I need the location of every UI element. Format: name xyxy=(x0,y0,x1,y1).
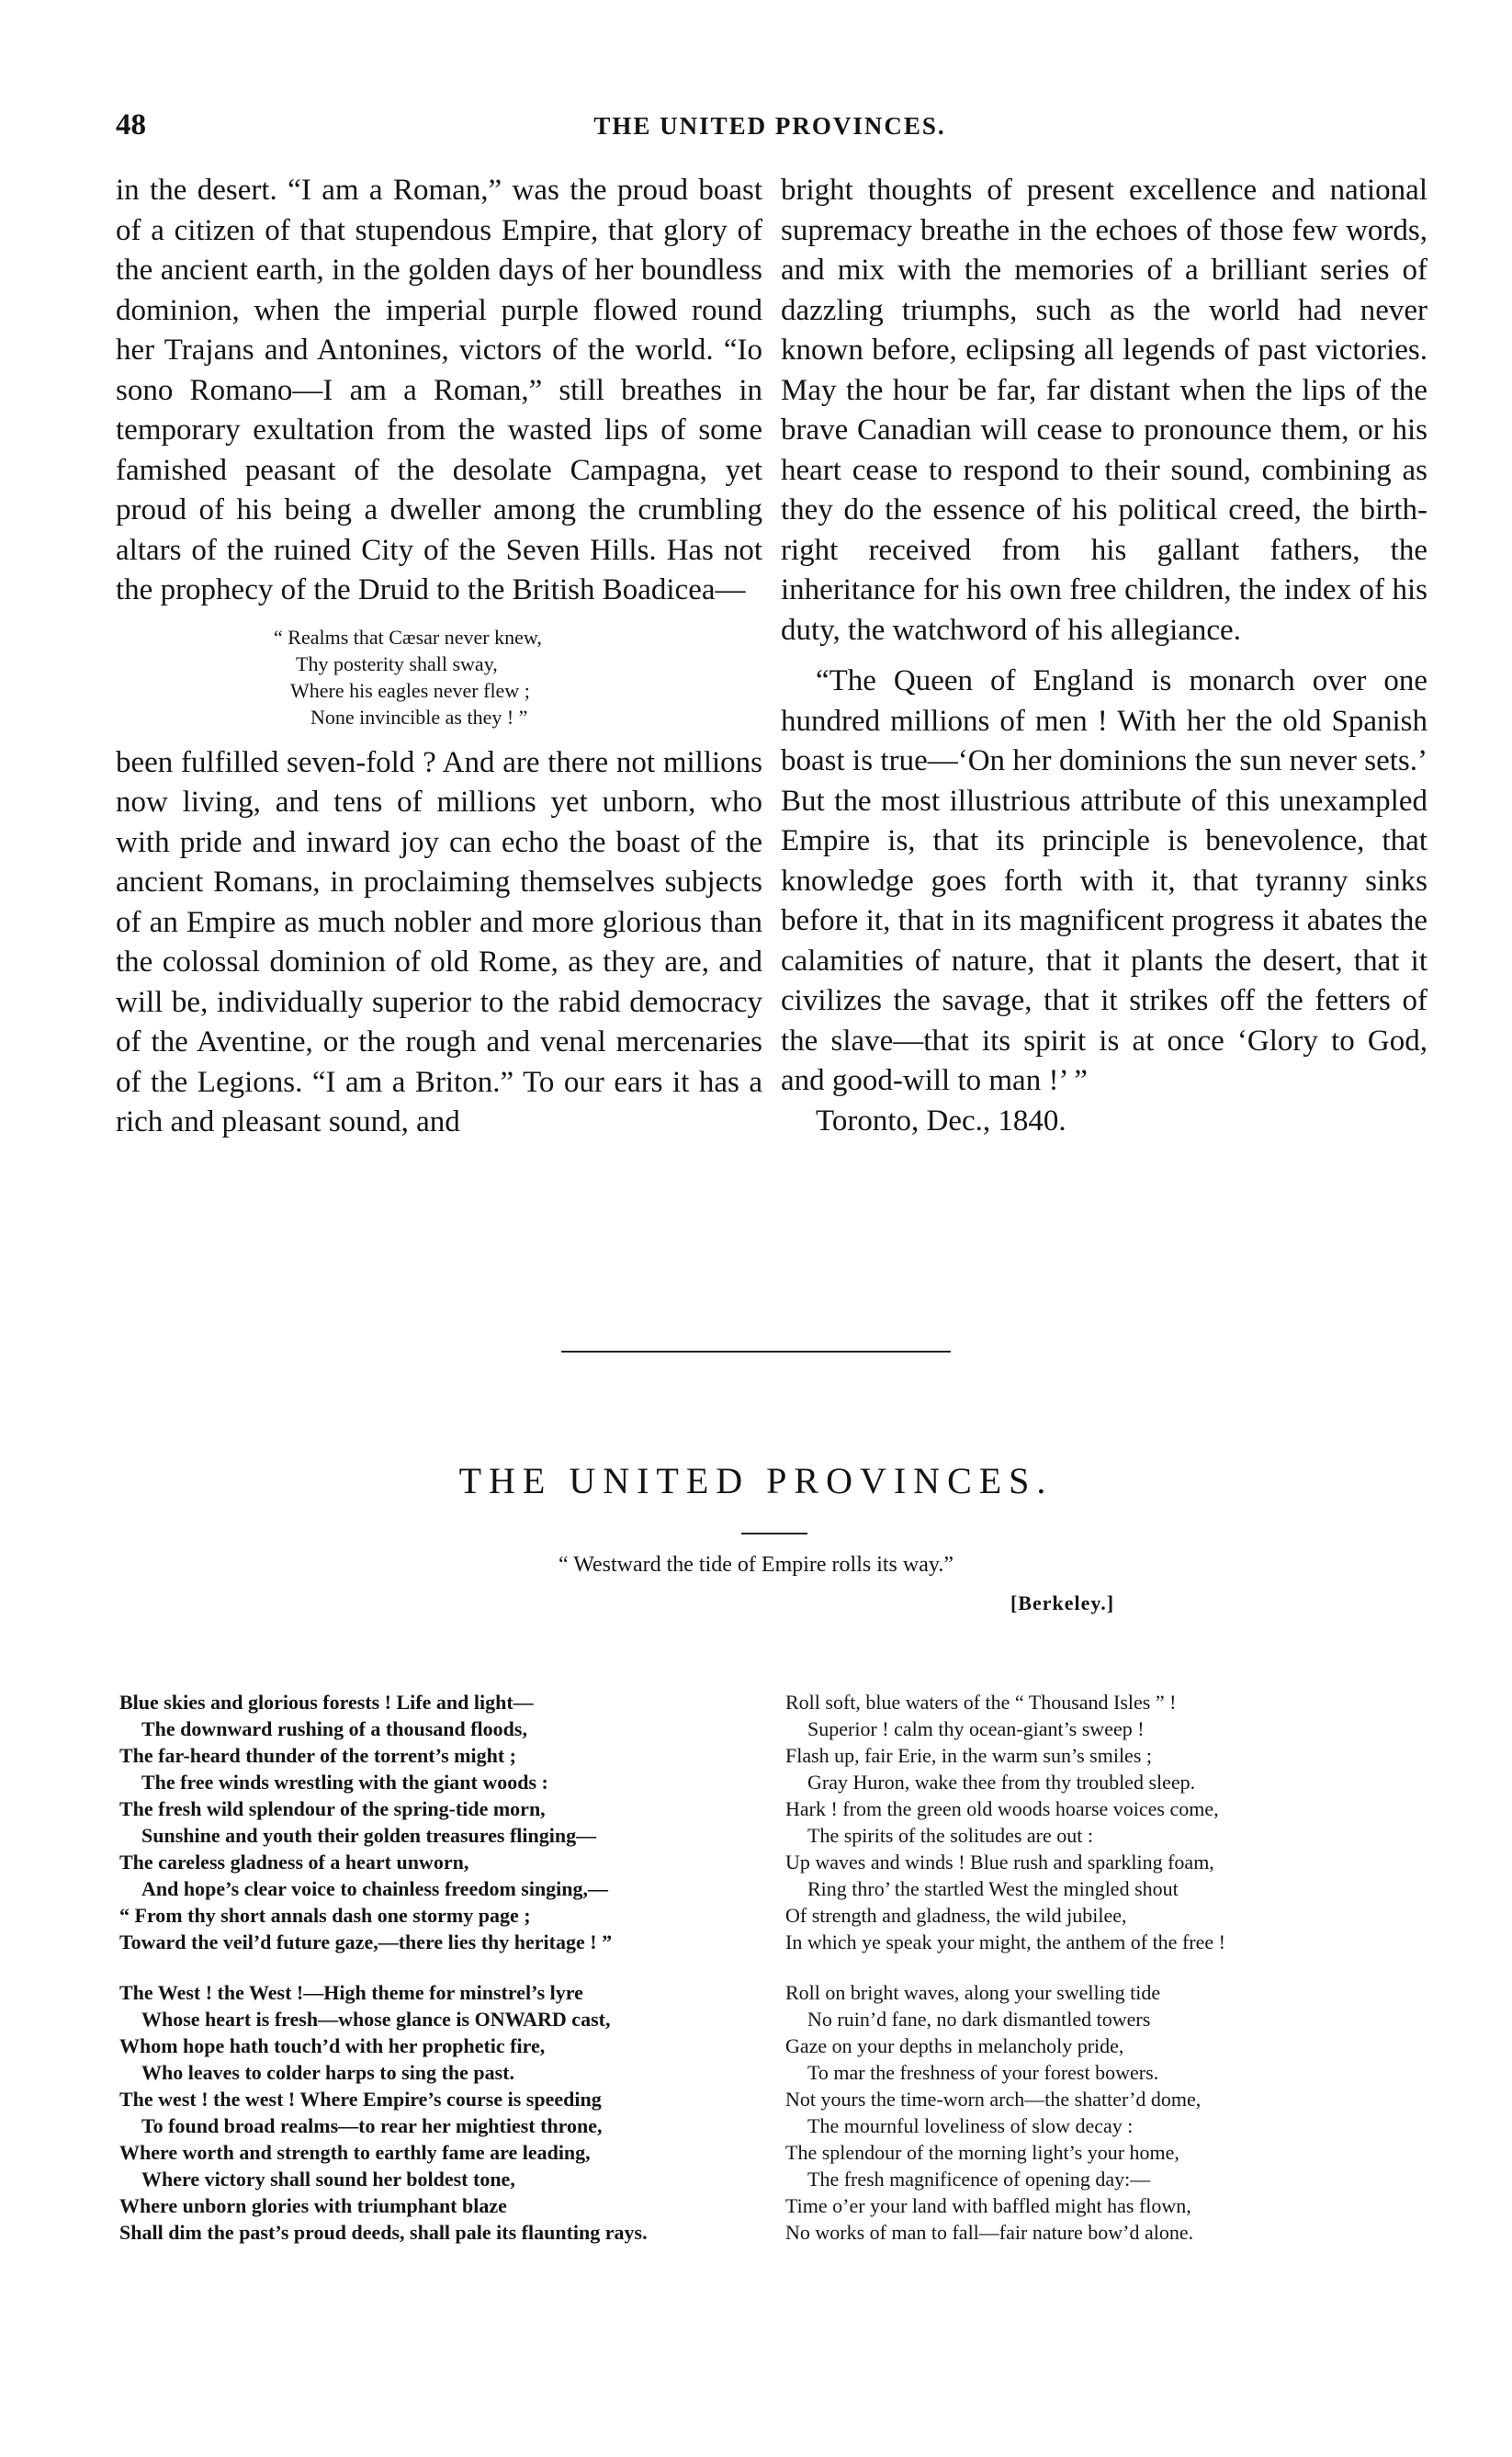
essay-right-column xyxy=(781,171,1427,1141)
poem-line: Superior ! calm thy ocean-giant’s sweep ! xyxy=(807,1717,1145,1740)
poem-line: The west ! the west ! Where Empire’s course is speeding xyxy=(119,2088,602,2111)
poem-line: Who leaves to colder harps to sing the past. xyxy=(141,2061,514,2084)
poem-right-column xyxy=(785,1689,1428,2270)
section-divider xyxy=(561,1351,951,1353)
poem-line: Shall dim the past’s proud deeds, shall pale its flaunting rays. xyxy=(119,2221,648,2244)
poem-line: Of strength and gladness, the wild jubilee, xyxy=(785,1904,1127,1927)
poem-line: Where victory shall sound her boldest tone, xyxy=(141,2168,515,2191)
poem-line: The fresh magnificence of opening day:— xyxy=(807,2168,1151,2191)
poem-line: Toward the veil’d future gaze,—there lies thy heritage ! ” xyxy=(119,1930,613,1953)
poem-line: The fresh wild splendour of the spring-tide morn, xyxy=(119,1797,546,1820)
poem-epigraph: “ Westward the tide of Empire rolls its way.” xyxy=(559,1553,953,1577)
page-header xyxy=(116,108,1424,154)
essay-signoff: Toronto, Dec., 1840. xyxy=(816,1104,1066,1138)
poem-line: Gray Huron, wake thee from thy troubled sleep. xyxy=(807,1771,1196,1794)
poem-line: The spirits of the solitudes are out : xyxy=(807,1824,1093,1847)
poem-line: Gaze on your depths in melancholy pride, xyxy=(785,2034,1124,2057)
verse-line: None invincible as they ! ” xyxy=(310,705,528,729)
poem-line: Whom hope hath touch’d with her prophetic fire, xyxy=(119,2034,546,2057)
poem-line: To mar the freshness of your forest bowers. xyxy=(807,2061,1159,2084)
quoted-verse xyxy=(116,624,762,730)
poem-stanza xyxy=(785,1979,1428,2246)
essay-left-column xyxy=(116,171,762,1143)
poem-line: Up waves and winds ! Blue rush and sparkling foam, xyxy=(785,1851,1214,1874)
poem-line: The downward rushing of a thousand floods, xyxy=(141,1717,527,1740)
poem-line: The free winds wrestling with the giant woods : xyxy=(141,1771,548,1794)
poem-line: The mournful loveliness of slow decay : xyxy=(807,2114,1134,2137)
essay-paragraph: been fulfilled seven-fold ? And are there not millions now living, and tens of millions yet unborn, who with pride and inward joy can echo the boast of the ancient Romans, in proclaiming themselves subjects of an Empire as much nobler and more glorious than the colossal dominion of old Rome, as they are, and will be, individually superior to the rabid democracy of the Aventine, or the rough and venal mercenaries of the Legions. “I am a Briton.” To our ears it has a rich and pleasant sound, and xyxy=(116,745,762,1138)
poem-line: Hark ! from the green old woods hoarse voices come, xyxy=(785,1797,1219,1820)
title-rule xyxy=(741,1533,807,1534)
poem-line: The far-heard thunder of the torrent’s might ; xyxy=(119,1744,517,1767)
poem-line: Blue skies and glorious forests ! Life and light— xyxy=(119,1691,534,1714)
poem-stanza xyxy=(119,1689,762,1955)
essay-paragraph: “The Queen of England is monarch over one hundred millions of men ! With her the old Spanish boast is true—‘On her dominions the sun never sets.’ But the most illustrious attribute of this unexampled Empire is, that its principle is benevolence, that knowledge goes forth with it, that tyranny sinks before it, that in its magnificent progress it abates the calamities of nature, that it plants the desert, that it civilizes the savage, that it strikes off the fetters of the slave—that its spirit is at once ‘Glory to God, and good-will to man !’ ” xyxy=(781,664,1427,1097)
poem-line: Where unborn glories with triumphant blaze xyxy=(119,2194,507,2217)
page-number: 48 xyxy=(116,108,146,142)
poem-line: Where worth and strength to earthly fame are leading, xyxy=(119,2141,591,2164)
poem-line: No works of man to fall—fair nature bow’d alone. xyxy=(785,2221,1194,2244)
poem-line: The splendour of the morning light’s your home, xyxy=(785,2141,1179,2164)
poem-line: Roll soft, blue waters of the “ Thousand Isles ” ! xyxy=(785,1691,1177,1714)
poem-line: Time o’er your land with baffled might has flown, xyxy=(785,2194,1191,2217)
poem-line: Flash up, fair Erie, in the warm sun’s smiles ; xyxy=(785,1744,1152,1767)
poem-line: Not yours the time-worn arch—the shatter’d dome, xyxy=(785,2088,1202,2111)
verse-line: “ Realms that Cæsar never knew, xyxy=(274,625,542,649)
poem-line: Whose heart is fresh—whose glance is ONWARD cast, xyxy=(141,2008,611,2031)
poem-line: “ From thy short annals dash one stormy page ; xyxy=(119,1904,531,1927)
poem-line: And hope’s clear voice to chainless freedom singing,— xyxy=(141,1877,609,1900)
poem-stanza xyxy=(119,1979,762,2246)
poem-line: No ruin’d fane, no dark dismantled towers xyxy=(807,2008,1151,2031)
epigraph-source: [Berkeley.] xyxy=(1010,1591,1115,1614)
poem-title: THE UNITED PROVINCES. xyxy=(458,1460,1054,1501)
poem-line: To found broad realms—to rear her mightiest throne, xyxy=(141,2114,603,2137)
poem-stanza xyxy=(785,1689,1428,1955)
poem-line: Ring thro’ the startled West the mingled shout xyxy=(807,1877,1179,1900)
poem-line: In which ye speak your might, the anthem of the free ! xyxy=(785,1930,1225,1953)
running-head: THE UNITED PROVINCES. xyxy=(593,112,946,140)
poem-line: The West ! the West !—High theme for minstrel’s lyre xyxy=(119,1981,583,2004)
essay-paragraph: in the desert. “I am a Roman,” was the proud boast of a citizen of that stupendous Empire, that glory of the ancient earth, in the golden days of her boundless dominion, when the imperial purple flowed round her Trajans and Antonines, victors of the world. “Io sono Romano—I am a Roman,” still breathes in temporary exultation from the wasted lips of some famished peasant of the desolate Campagna, yet proud of his being a dweller among the crumbling altars of the ruined City of the Seven Hills. Has not the prophecy of the Druid to the British Boadicea— xyxy=(116,174,762,606)
poem-line: The careless gladness of a heart unworn, xyxy=(119,1851,469,1874)
verse-line: Where his eagles never flew ; xyxy=(290,678,530,702)
verse-line: Thy posterity shall sway, xyxy=(296,651,498,675)
essay-paragraph: bright thoughts of present excellence and national supremacy breathe in the echoes of those few words, and mix with the memories of a brilliant series of dazzling triumphs, such as the world had never known before, eclipsing all legends of past victories. May the hour be far, far distant when the lips of the brave Canadian will cease to pronounce them, or his heart cease to respond to their sound, combining as they do the essence of his political creed, the birth-right received from his gallant fathers, the inheritance for his own free children, the index of his duty, the watchword of his allegiance. xyxy=(781,174,1427,647)
poem-line: Roll on bright waves, along your swelling tide xyxy=(785,1981,1161,2004)
poem-line: Sunshine and youth their golden treasures flinging— xyxy=(141,1824,597,1847)
poem-left-column xyxy=(119,1689,762,2270)
